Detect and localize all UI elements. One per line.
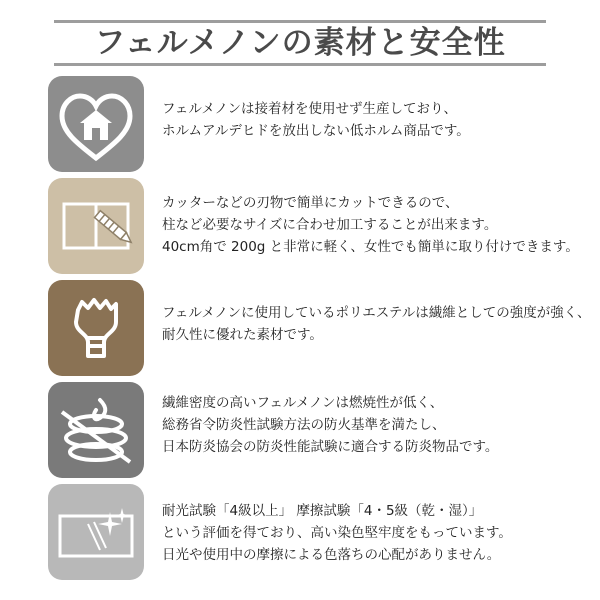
feature-line: 耐光試験「4級以上」 摩擦試験「4・5級（乾・湿）」 <box>162 503 483 519</box>
feature-line: フェルメノンは接着材を使用せず生産しており、 <box>162 101 457 117</box>
feature-text <box>144 178 582 258</box>
feature-text <box>144 484 582 566</box>
feature-line: 日光や使用中の摩擦による色落ちの心配がありません。 <box>162 547 501 563</box>
feature-text <box>144 382 582 458</box>
feature-line: 繊維密度の高いフェルメノンは燃焼性が低く、 <box>162 395 444 411</box>
feature-text <box>144 76 582 142</box>
list-item <box>18 178 582 274</box>
feature-line: フェルメノンに使用しているポリエステルは繊維としての強度が強く、 <box>162 305 591 321</box>
flame-resistant-icon <box>48 382 144 478</box>
heart-house-icon-glyph <box>48 76 144 172</box>
feature-line: 40cm角で 200g と非常に軽く、女性でも簡単に取り付けできます。 <box>162 239 579 255</box>
feature-line: 日本防炎協会の防炎性能試験に適合する防炎物品です。 <box>162 439 499 455</box>
page-title-block <box>18 20 582 66</box>
light-fastness-icon-glyph <box>48 484 144 580</box>
heart-house-icon <box>48 76 144 172</box>
fiber-strength-icon <box>48 280 144 376</box>
list-item <box>18 76 582 172</box>
feature-line: 総務省令防炎性試験方法の防火基準を満たし、 <box>162 417 446 433</box>
feature-line: という評価を得ており、高い染色堅牢度をもっています。 <box>162 525 512 541</box>
cutter-knife-icon-glyph <box>48 178 144 274</box>
fiber-strength-icon-glyph <box>48 280 144 376</box>
feature-list <box>18 76 591 580</box>
flame-resistant-icon-glyph <box>48 382 144 478</box>
feature-line: カッターなどの刃物で簡単にカットできるので、 <box>162 195 459 211</box>
light-fastness-icon <box>48 484 144 580</box>
feature-line: 柱など必要なサイズに合わせ加工することが出来ます。 <box>162 217 498 233</box>
list-item <box>18 484 582 580</box>
feature-line: 耐久性に優れた素材です。 <box>162 327 323 343</box>
feature-line: ホルムアルデヒドを放出しない低ホルム商品です。 <box>162 123 470 139</box>
title-rule-bottom <box>54 63 546 66</box>
list-item <box>18 382 582 478</box>
cutter-knife-icon <box>48 178 144 274</box>
feature-text <box>144 280 591 346</box>
page-title: フェルメノンの素材と安全性 <box>94 25 506 61</box>
list-item <box>18 280 591 376</box>
